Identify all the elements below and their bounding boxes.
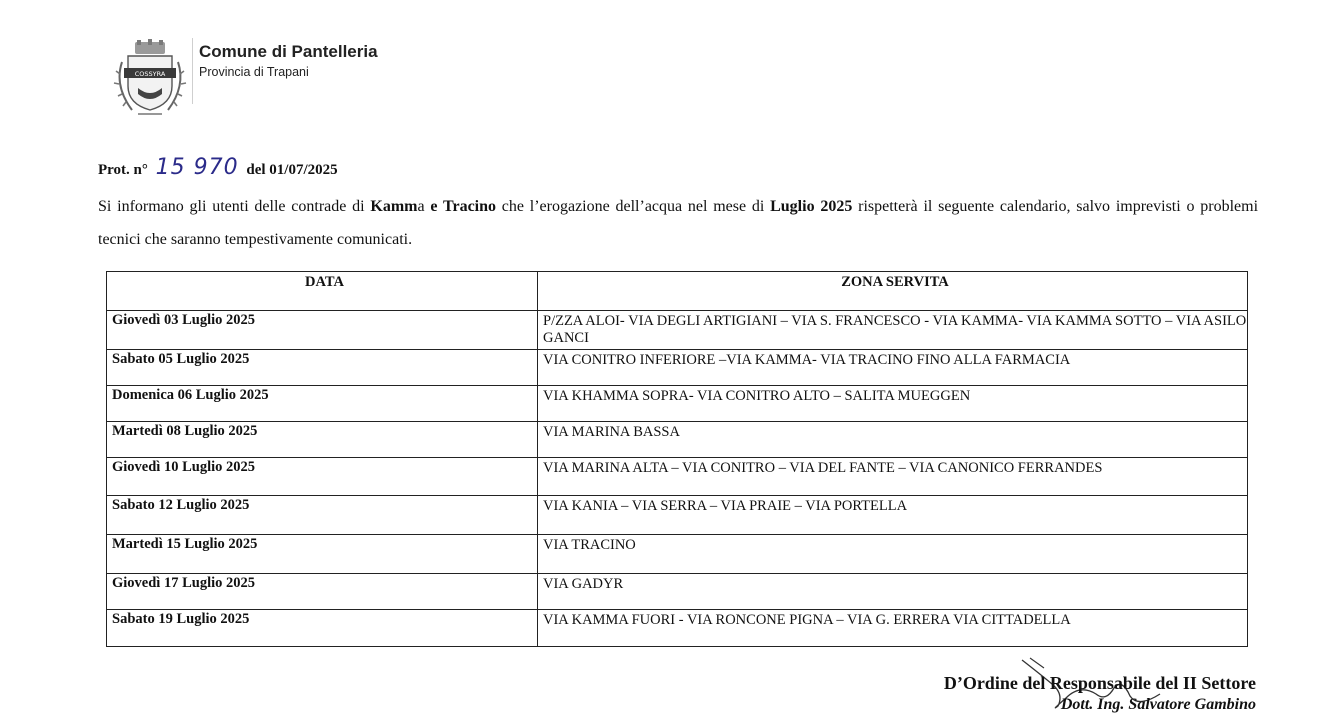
row-date: Martedì 15 Luglio 2025 bbox=[107, 535, 538, 574]
protocol-number-handwritten: 15 970 bbox=[155, 155, 239, 180]
crest-label: COSSYRA bbox=[134, 70, 166, 78]
table-row bbox=[107, 458, 1248, 496]
row-zone: VIA KAMMA FUORI - VIA RONCONE PIGNA – VIA G. ERRERA VIA CITTADELLA bbox=[538, 610, 1248, 647]
row-date: Martedì 08 Luglio 2025 bbox=[107, 422, 538, 458]
protocol-date: del 01/07/2025 bbox=[246, 162, 338, 178]
table-header-row bbox=[107, 272, 1248, 311]
row-date: Sabato 12 Luglio 2025 bbox=[107, 496, 538, 535]
table-row bbox=[107, 535, 1248, 574]
row-zone: VIA MARINA ALTA – VIA CONITRO – VIA DEL FANTE – VIA CANONICO FERRANDES bbox=[538, 458, 1248, 496]
intro-text-4: rispetterà il seguente calendario, salvo imprevisti o problemi tecnici che saranno tempestivamente comunicati. bbox=[98, 198, 1259, 248]
row-date: Domenica 06 Luglio 2025 bbox=[107, 386, 538, 422]
protocol-line bbox=[98, 155, 338, 180]
intro-text-3: che l’erogazione dell’acqua nel mese di bbox=[496, 198, 771, 215]
org-province: Provincia di Trapani bbox=[199, 65, 309, 79]
intro-paragraph bbox=[98, 190, 1258, 256]
municipal-crest-icon bbox=[108, 38, 192, 120]
intro-bold-month: Luglio 2025 bbox=[770, 198, 853, 215]
row-zone: VIA CONITRO INFERIORE –VIA KAMMA- VIA TRACINO FINO ALLA FARMACIA bbox=[538, 350, 1248, 386]
table-row bbox=[107, 496, 1248, 535]
row-date: Sabato 19 Luglio 2025 bbox=[107, 610, 538, 647]
signature-title: D’Ordine del Responsabile del II Settore bbox=[943, 673, 1256, 693]
row-zone: VIA KHAMMA SOPRA- VIA CONITRO ALTO – SALITA MUEGGEN bbox=[538, 386, 1248, 422]
water-calendar-table bbox=[106, 271, 1248, 647]
row-zone: P/ZZA ALOI- VIA DEGLI ARTIGIANI – VIA S. FRANCESCO - VIA KAMMA- VIA KAMMA SOTTO – VIA ASILO GANCI bbox=[538, 311, 1248, 350]
column-header-zone: ZONA SERVITA bbox=[538, 272, 1248, 311]
table-row bbox=[107, 386, 1248, 422]
intro-text-1: Si informano gli utenti delle contrade di bbox=[98, 198, 371, 215]
column-header-date: DATA bbox=[107, 272, 538, 311]
letterhead bbox=[108, 38, 508, 120]
row-date: Giovedì 03 Luglio 2025 bbox=[107, 311, 538, 350]
row-zone: VIA KANIA – VIA SERRA – VIA PRAIE – VIA PORTELLA bbox=[538, 496, 1248, 535]
table-row bbox=[107, 610, 1248, 647]
intro-bold-kamma: Kamm bbox=[370, 198, 418, 215]
org-name: Comune di Pantelleria bbox=[199, 42, 378, 61]
row-date: Giovedì 17 Luglio 2025 bbox=[107, 574, 538, 610]
table-row bbox=[107, 422, 1248, 458]
row-date: Giovedì 10 Luglio 2025 bbox=[107, 458, 538, 496]
row-date: Sabato 05 Luglio 2025 bbox=[107, 350, 538, 386]
table-row bbox=[107, 574, 1248, 610]
intro-text-2: a bbox=[417, 198, 431, 215]
header-divider bbox=[192, 38, 193, 104]
row-zone: VIA MARINA BASSA bbox=[538, 422, 1248, 458]
row-zone: VIA TRACINO bbox=[538, 535, 1248, 574]
signature-block bbox=[944, 672, 1256, 716]
protocol-prefix: Prot. n° bbox=[98, 162, 148, 178]
signatory-name: Dott. Ing. Salvatore Gambino bbox=[1060, 696, 1256, 713]
intro-bold-tracino: e Tracino bbox=[430, 198, 497, 215]
table-row bbox=[107, 311, 1248, 350]
table-row bbox=[107, 350, 1248, 386]
row-zone: VIA GADYR bbox=[538, 574, 1248, 610]
